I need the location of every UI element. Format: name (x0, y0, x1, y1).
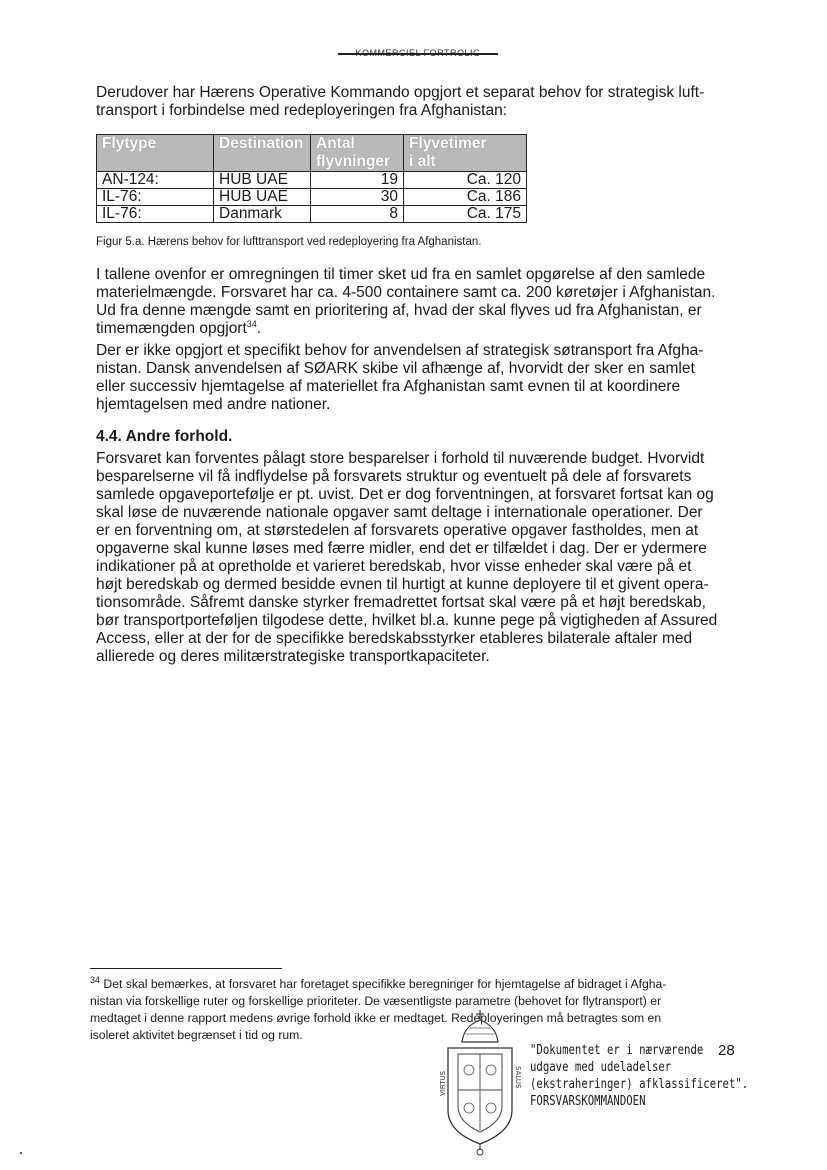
table-caption: Figur 5.a. Hærens behov for lufttransport ved redeployering fra Afghanistan. (96, 236, 482, 248)
svg-text:SALUS: SALUS (514, 1066, 522, 1089)
stamp-line: (ekstraheringer) afklassificeret". (530, 1077, 749, 1092)
paragraph-other-matters (96, 450, 756, 666)
text-line: nistan. Dansk anvendelsen af SØARK skibe vil afhænge af, hvorvidt der sker en samlet (96, 360, 695, 377)
text-line: højt beredskab og dermed besidde evnen til hurtigt at kunne deployere til et givent opera- (96, 576, 709, 593)
text-line: timemængden opgjort$^{34}$. (96, 318, 262, 337)
cell-flyvetimer: Ca. 175 (404, 206, 527, 223)
cell-antal: 8 (311, 206, 404, 223)
header-flytype: Flytype (97, 135, 214, 172)
text-line: samlede opgaveportefølje er pt. uvist. Det er dog forventningen, at forsvaret fortsat kan og (96, 486, 714, 503)
classification-header (338, 48, 498, 58)
text-line: Derudover har Hærens Operative Kommando opgjort et separat behov for strategisk luft- (96, 84, 705, 101)
cell-flyvetimer: Ca. 186 (404, 189, 527, 206)
intro-paragraph (96, 84, 756, 120)
text-line: besparelserne vil få indflydelse på forsvarets struktur og eventuelt på dele af forsvarets (96, 468, 692, 485)
section-heading: 4.4. Andre forhold. (96, 428, 233, 445)
footnote-number: 34 (90, 974, 101, 985)
text-line: allierede og deres militærstrategiske transportkapaciteter. (96, 648, 490, 665)
table-row (97, 206, 527, 223)
text-line: Der er ikke opgjort et specifikt behov for anvendelsen af strategisk søtransport fra Afgha- (96, 342, 704, 359)
text-line: eller successiv hjemtagelse af materiellet fra Afghanistan samt evnen til at koordinere (96, 378, 681, 395)
text-line: hjemtagelsen med andre nationer. (96, 396, 331, 413)
paragraph-sea-transport (96, 342, 756, 414)
cell-flyvetimer: Ca. 120 (404, 172, 527, 189)
cell-destination: HUB UAE (214, 172, 311, 189)
scan-speck (20, 1152, 22, 1154)
stamp-line: FORSVARSKOMMANDOEN (530, 1094, 646, 1109)
text-line: indikationer på at opretholde et varieret beredskab, hvor visse enheder skal være på et (96, 558, 692, 575)
strikethrough-line (338, 53, 498, 55)
royal-seal-icon (440, 1004, 520, 1156)
text-line: skal løse de nuværende nationale opgaver samt deltage i internationale operationer. Der (96, 504, 703, 521)
table-header-row (97, 135, 527, 172)
text-line: Access, eller at der for de specifikke beredskabsstyrker etableres bilaterale aftaler med (96, 630, 693, 647)
stamp-line: "Dokumentet er i nærværende (530, 1043, 704, 1058)
stamp-line: udgave med udeladelser (530, 1060, 672, 1075)
header-flyvetimer: Flyvetimer i alt (404, 135, 527, 172)
table-row (97, 172, 527, 189)
paragraph-conversion (96, 266, 756, 338)
airlift-table (96, 134, 527, 223)
footnote-line: nistan via forskellige ruter og forskellige prioriteter. De væsentligste parametre (behovet for flytransport) er (90, 994, 662, 1008)
text-line: Forsvaret kan forventes pålagt store besparelser i forhold til nuværende budget. Hvorvidt (96, 450, 705, 467)
header-antal: Antal flyvninger (311, 135, 404, 172)
cell-destination: HUB UAE (214, 189, 311, 206)
table-row (97, 189, 527, 206)
footnote (90, 976, 750, 1044)
cell-destination: Danmark (214, 206, 311, 223)
footnote-line: isoleret aktivitet begrænset i tid og rum. (90, 1028, 303, 1042)
text-line: er en forventning om, at størstedelen af forsvarets operative opgaver fastholdes, men at (96, 522, 699, 539)
text-line: bør transportporteføljen tilgodese dette, hvilket bl.a. kunne pege på vigtigheden af Assured (96, 612, 718, 629)
text-line: transport i forbindelse med redeployeringen fra Afghanistan: (96, 102, 507, 119)
text-line: I tallene ovenfor er omregningen til timer sket ud fra en samlet opgørelse af den samlede (96, 266, 706, 283)
footnote-divider (90, 968, 282, 969)
footnote-ref[interactable]: 34 (246, 318, 257, 329)
svg-text:VIRTUS: VIRTUS (439, 1070, 447, 1096)
cell-flytype: IL-76: (97, 189, 214, 206)
cell-antal: 30 (311, 189, 404, 206)
cell-antal: 19 (311, 172, 404, 189)
text-line: opgaverne skal kunne løses med færre midler, end det er tilfældet i dag. Der er ydermere (96, 540, 707, 557)
text-line: tionsområde. Såfremt danske styrker fremadrettet fortsat skal være på et højt beredskab, (96, 594, 706, 611)
footnote-line: $^{34}$ Det skal bemærkes, at forsvaret har foretaget specifikke beregninger for hjemtagelse af bidraget i Afgha- (90, 974, 667, 991)
text-line: Ud fra denne mængde samt en prioritering af, hvad der skal flyves ud fra Afghanistan, er (96, 302, 702, 319)
text-line: materielmængde. Forsvaret har ca. 4-500 containere samt ca. 200 køretøjer i Afghanistan. (96, 284, 716, 301)
footnote-line: medtaget i denne rapport medens øvrige forhold ikke er medtaget. Redeployeringen må betragtes som en (90, 1011, 662, 1025)
cell-flytype: IL-76: (97, 206, 214, 223)
cell-flytype: AN-124: (97, 172, 214, 189)
page-number: 28 (718, 1042, 735, 1059)
header-destination: Destination (214, 135, 311, 172)
